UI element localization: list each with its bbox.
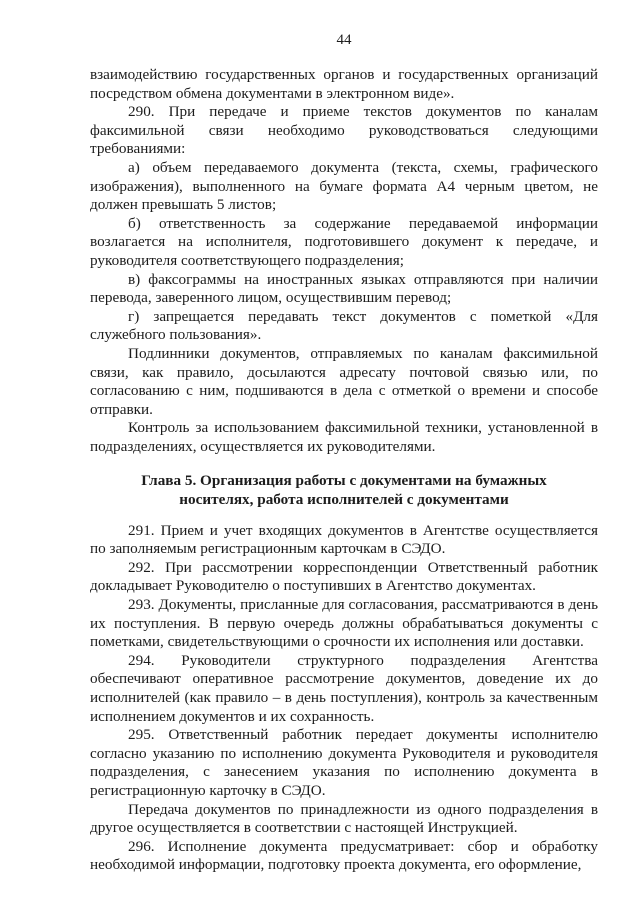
page-number: 44 [336, 32, 352, 48]
paragraph-p-292: 292. При рассмотрении корреспонденции Ответственный работник докладывает Руководителю о поступивших в Агентство документах. [90, 558, 598, 595]
paragraph-p-290: 290. При передаче и приеме текстов документов по каналам факсимильной связи необходимо руководствоваться следующими требованиями: [90, 103, 598, 158]
paragraph-p-cont: взаимодействию государственных органов и государственных организаций посредством обмена документами в электронном виде». [90, 66, 598, 102]
chapter-heading: Глава 5. Организация работы с документами на бумажных носителях, работа исполнителей с документами [141, 472, 547, 509]
paragraph-p-290c: в) факсограммы на иностранных языках отправляются при наличии перевода, заверенного лицом, осуществившим перевод; [90, 270, 598, 307]
paragraph-p-290a: а) объем передаваемого документа (текста, схемы, графического изображения), выполненного на бумаге формата А4 черным цветом, не должен превышать 5 листов; [90, 158, 598, 214]
paragraph-p-originals: Подлинники документов, отправляемых по каналам факсимильной связи, как правило, досылаются адресату почтовой связью или, по согласованию с ним, подшиваются в дела с отметкой о времени и способе отправки. [90, 344, 598, 418]
paragraph-p-290d: г) запрещается передавать текст документов с пометкой «Для служебного пользования». [90, 307, 598, 344]
document-page [90, 0, 598, 905]
paragraph-p-294: 294. Руководители структурного подразделения Агентства обеспечивают оперативное рассмотрение документов, доведение их до исполнителей (как правило – в день поступления), контроль за качественным исполнением документов и их сохранность. [90, 651, 598, 725]
paragraph-p-296: 296. Исполнение документа предусматривает: сбор и обработку необходимой информации, подготовку проекта документа, его оформление, [90, 837, 598, 874]
paragraph-p-transfer: Передача документов по принадлежности из одного подразделения в другое осуществляется в соответствии с настоящей Инструкцией. [90, 800, 598, 837]
paragraph-p-295: 295. Ответственный работник передает документы исполнителю согласно указанию по исполнению документа Руководителя и руководителя подразделения, с занесением указания по исполнению документа в регистрационную карточку в СЭДО. [90, 726, 598, 799]
section-chapter-5 [90, 522, 598, 875]
paragraph-p-control: Контроль за использованием факсимильной техники, установленной в подразделениях, осуществляется их руководителями. [90, 419, 598, 455]
paragraph-p-293: 293. Документы, присланные для согласования, рассматриваются в день их поступления. В первую очередь должны обрабатываться документы с пометками, свидетельствующими о срочности их исполнения или доставки. [90, 596, 598, 651]
paragraph-p-291: 291. Прием и учет входящих документов в Агентстве осуществляется по заполняемым регистрационным карточкам в СЭДО. [90, 521, 598, 558]
document-body [90, 66, 598, 875]
section-fax-rules [90, 66, 598, 456]
paragraph-p-290b: б) ответственность за содержание передаваемой информации возлагается на исполнителя, подготовившего документ к передаче, и руководителя соответствующего подразделения; [90, 214, 598, 269]
